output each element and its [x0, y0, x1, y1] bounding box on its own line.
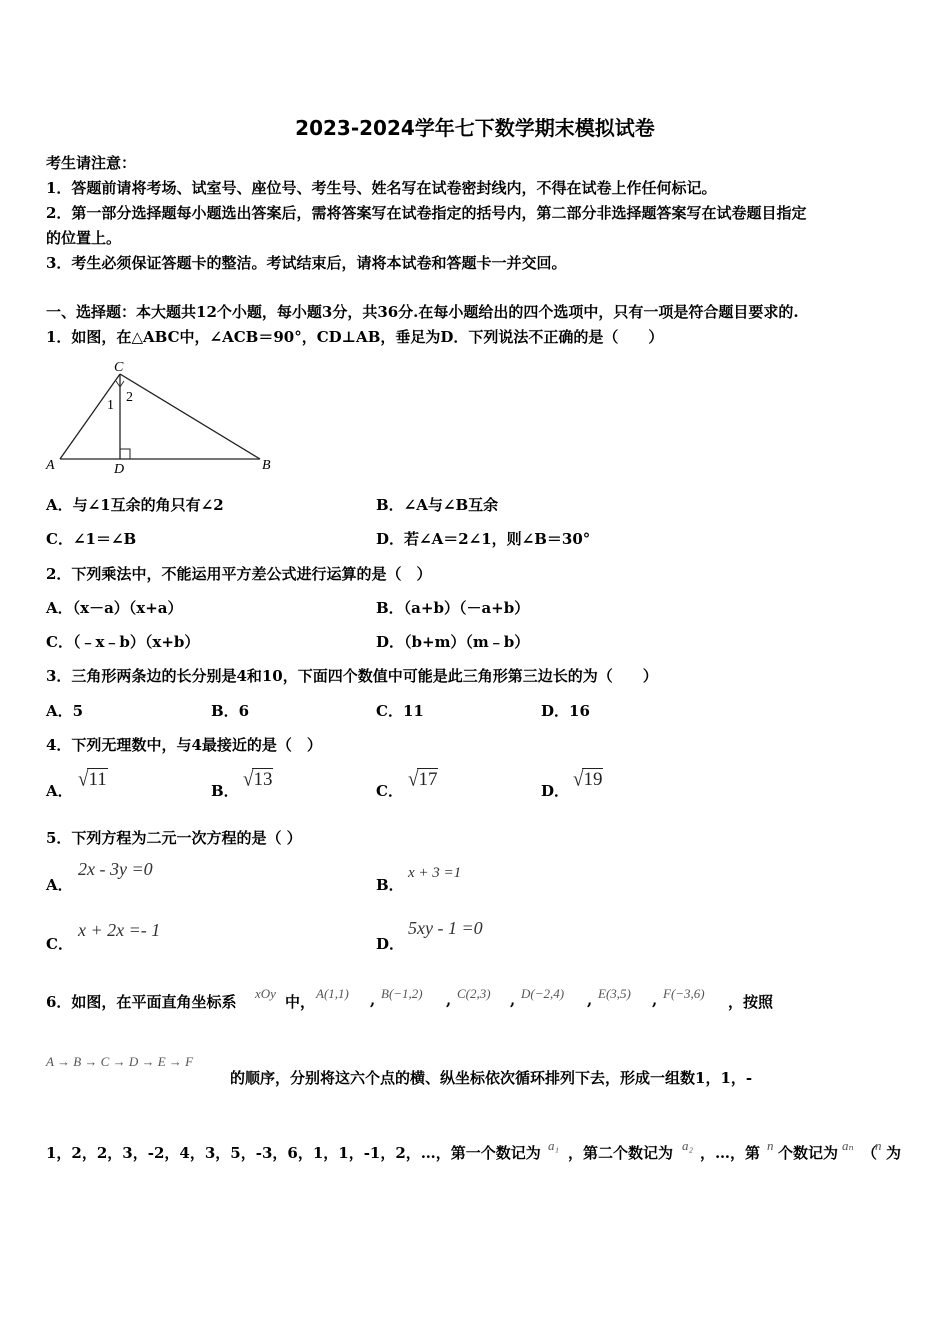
- q6-point-c: C(2,3): [457, 986, 491, 1001]
- q5-equation-b: x + 3 =1: [408, 865, 462, 881]
- q2-option-b: B．（a+b）（－a+b）: [376, 599, 530, 617]
- q6-point-f: F(−3,6): [663, 986, 705, 1001]
- q6-n2: n: [875, 1138, 882, 1153]
- radical-icon: √: [408, 767, 419, 791]
- q6-line3d: 个数记为: [778, 1144, 839, 1162]
- q1-triangle-figure: [40, 355, 280, 480]
- q4-radicand-d: 19: [583, 769, 603, 790]
- notice-item-1: 1．答题前请将考场、试室号、座位号、考生号、姓名写在试卷密封线内，不得在试卷上作任何标记。: [46, 179, 717, 197]
- q4-radicand-c: 17: [418, 769, 438, 790]
- radical-icon: √: [243, 767, 254, 791]
- q1-option-b: B．∠A与∠B互余: [376, 496, 499, 514]
- q6-anzhao: ，按照: [728, 993, 774, 1011]
- q6-point-e: E(3,5): [598, 986, 631, 1001]
- q2-option-a: A．（x－a）（x+a）: [46, 599, 183, 617]
- q4-radicand-b: 13: [253, 769, 273, 790]
- label-angle-1: 1: [107, 398, 114, 413]
- page-title: 2023-2024学年七下数学期末模拟试卷: [295, 116, 655, 140]
- q5-option-d-label: D．: [376, 935, 405, 953]
- q4-option-b-sqrt: [243, 768, 273, 791]
- q3-option-c: C．11: [376, 702, 424, 720]
- q3-option-a: A．5: [46, 702, 84, 720]
- radical-icon: √: [573, 767, 584, 791]
- side-ac: [60, 374, 120, 459]
- q4-radicand-a: 11: [88, 769, 107, 790]
- notice-item-2: 2．第一部分选择题每小题选出答案后，需将答案写在试卷指定的括号内，第二部分非选择题答案写在试卷题目指定: [46, 204, 807, 222]
- q4-option-d-sqrt: [573, 768, 603, 791]
- q2-option-d: D．（b+m）（m﹣b）: [376, 633, 530, 651]
- section-heading: 一、选择题：本大题共12个小题，每小题3分，共36分.在每小题给出的四个选项中，只有一项是符合题目要求的.: [46, 303, 799, 321]
- q6-line3b: ，第二个数记为: [568, 1144, 674, 1162]
- q3-stem: 3．三角形两条边的长分别是4和10，下面四个数值中可能是此三角形第三边长的为（ ）: [46, 667, 658, 685]
- q4-option-d-label: D．: [541, 782, 570, 800]
- q5-equation-c: x + 2x =- 1: [78, 920, 161, 940]
- right-angle-mark-d: [120, 449, 130, 459]
- q6-n: n: [767, 1138, 774, 1153]
- q4-option-a-sqrt: [78, 768, 108, 791]
- notice-item-3: 3．考生必须保证答题卡的整洁。考试结束后，请将本试卷和答题卡一并交回。: [46, 254, 567, 272]
- label-a: A: [46, 458, 55, 473]
- q5-option-c-label: C．: [46, 935, 73, 953]
- q1-stem: 1．如图，在△ABC中，∠ACB＝90°，CD⊥AB，垂足为D．下列说法不正确的是（ ）: [46, 328, 664, 346]
- label-c: C: [114, 360, 124, 375]
- q6-sequence: A → B → C → D → E → F: [46, 1054, 194, 1069]
- q1-option-d: D．若∠A＝2∠1，则∠B＝30°: [376, 530, 591, 548]
- q6-zhong: 中，: [285, 993, 316, 1011]
- q1-option-a: A．与∠1互余的角只有∠2: [46, 496, 224, 514]
- label-angle-2: 2: [126, 390, 133, 405]
- label-b: B: [262, 458, 271, 473]
- q5-stem: 5．下列方程为二元一次方程的是（ ）: [46, 829, 302, 847]
- q6-line3f: 为: [886, 1144, 902, 1162]
- q4-stem: 4．下列无理数中，与4最接近的是（ ）: [46, 736, 322, 754]
- q6-line3a: 1，2，2，3，-2，4，3，5，-3，6，1，1，-1，2，…，第一个数记为: [46, 1144, 541, 1162]
- q6-a1: a₁: [548, 1138, 560, 1153]
- q5-equation-a: 2x - 3y =0: [78, 859, 153, 879]
- q6-stem-a: 6．如图，在平面直角坐标系: [46, 993, 237, 1011]
- q1-option-c: C．∠1＝∠B: [46, 530, 137, 548]
- q5-equation-d: 5xy - 1 =0: [408, 918, 483, 938]
- radical-icon: √: [78, 767, 89, 791]
- q3-option-d: D．16: [541, 702, 590, 720]
- q6-a2: a₂: [682, 1138, 694, 1153]
- q6-line3e: （: [862, 1144, 878, 1162]
- q2-stem: 2．下列乘法中，不能运用平方差公式进行运算的是（ ）: [46, 565, 432, 583]
- q5-option-a-label: A．: [46, 876, 73, 894]
- q3-option-b: B．6: [211, 702, 250, 720]
- q6-line3c: ，…，第: [700, 1144, 761, 1162]
- label-d: D: [114, 462, 125, 477]
- q5-option-b-label: B．: [376, 876, 404, 894]
- q6-line2: 的顺序，分别将这六个点的横、纵坐标依次循环排列下去，形成一组数1，1，-: [230, 1069, 753, 1087]
- q6-xoy: xOy: [255, 986, 276, 1001]
- q4-option-b-label: B．: [211, 782, 239, 800]
- q4-option-c-label: C．: [376, 782, 403, 800]
- side-cb: [120, 374, 260, 459]
- q2-option-c: C．（﹣x﹣b）（x+b）: [46, 633, 200, 651]
- q6-point-b: B(−1,2): [381, 986, 423, 1001]
- q6-point-a: A(1,1): [316, 986, 349, 1001]
- q6-point-d: D(−2,4): [521, 986, 565, 1001]
- q6-an: aₙ: [842, 1138, 854, 1153]
- notice-heading: 考生请注意：: [46, 154, 137, 172]
- q4-option-c-sqrt: [408, 768, 438, 791]
- notice-item-2-cont: 的位置上。: [46, 229, 122, 247]
- q4-option-a-label: A．: [46, 782, 73, 800]
